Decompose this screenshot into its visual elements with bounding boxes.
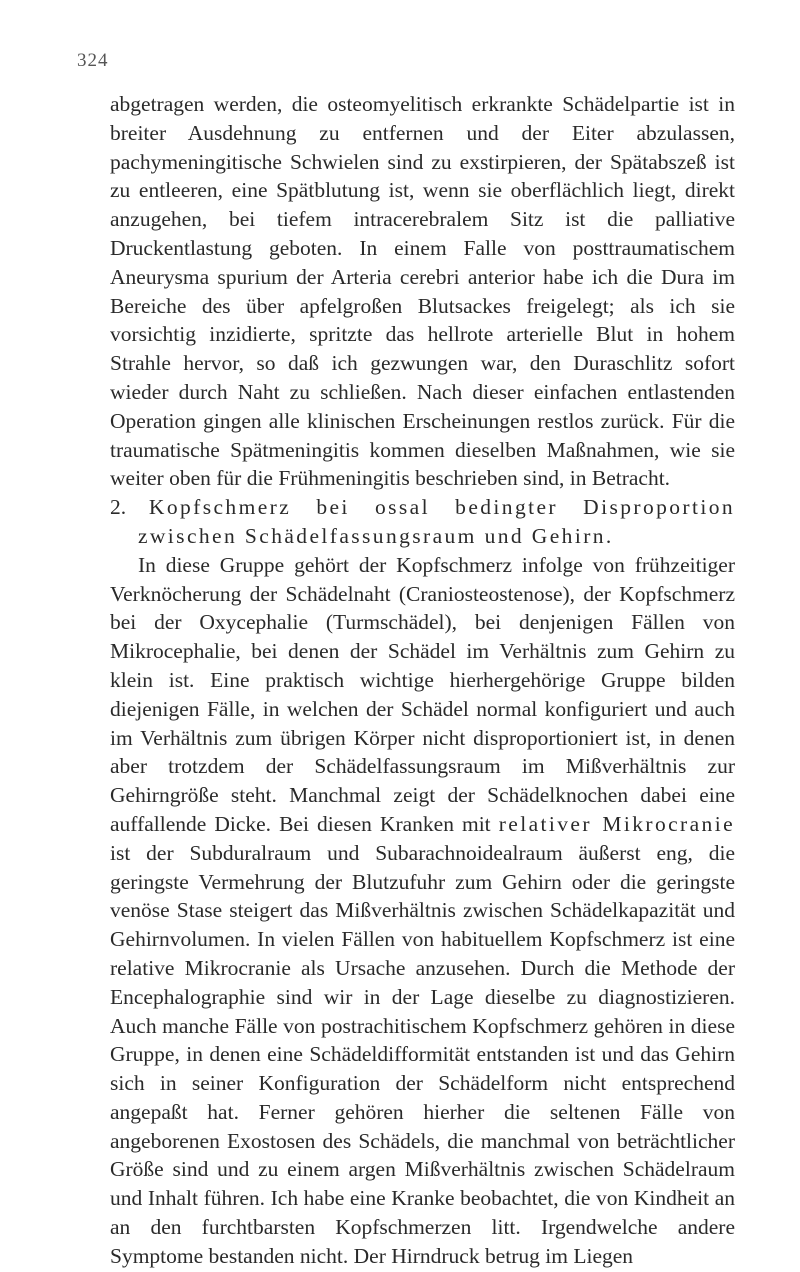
section-number: 2. — [110, 495, 127, 520]
body-text — [110, 90, 735, 1271]
page-number: 324 — [77, 50, 109, 71]
paragraph-text-part-2: ist der Subduralraum und Subarachnoidealraum äußerst eng, die geringste Vermehrung der Blutzufuhr zum Gehirn oder die geringste venöse Stase steigert das Mißverhältnis zwischen Schädelkapazität und Gehirnvolumen. In vielen Fällen von habituellem Kopfschmerz ist eine relative Mikrocranie als Ursache anzusehen. Durch die Methode der Encephalographie sind wir in der Lage dieselbe zu diagnostizieren. Auch manche Fälle von postrachitischem Kopfschmerz gehören in diese Gruppe, in denen eine Schädeldifformität entstanden ist und das Gehirn sich in seiner Konfiguration der Schädelform nicht entsprechend angepaßt hat. Ferner gehören hierher die seltenen Fälle von angeborenen Exostosen des Schädels, die manchmal von beträchtlicher Größe sind und zu einem argen Mißverhältnis zwischen Schädelraum und Inhalt führen. Ich habe eine Kranke beobachtet, die von Kindheit an an den furchtbarsten Kopfschmerzen litt. Irgendwelche andere Symptome bestanden nicht. Der Hirndruck betrug im Liegen — [110, 840, 735, 1268]
section-heading — [110, 493, 735, 551]
emphasized-term: relativer Mikrocranie — [498, 811, 736, 836]
paragraph-continued: abgetragen werden, die osteomyelitisch erkrankte Schädelpartie ist in breiter Ausdehnung zu entfernen und der Eiter abzulassen, pachymeningitische Schwielen sind zu exstirpieren, der Spätabszeß ist zu entleeren, eine Spätblutung ist, wenn sie oberflächlich liegt, direkt anzugehen, bei tiefem intracerebralem Sitz ist die palliative Druckentlastung geboten. In einem Falle von posttraumatischem Aneurysma spurium der Arteria cerebri anterior habe ich die Dura im Bereiche des über apfelgroßen Blutsackes freigelegt; als ich sie vorsichtig inzidierte, spritzte das hellrote arterielle Blut in hohem Strahle hervor, so daß ich gezwungen war, den Duraschlitz sofort wieder durch Naht zu schließen. Nach dieser einfachen entlastenden Operation gingen alle klinischen Erscheinungen restlos zurück. Für die traumatische Spätmeningitis kommen dieselben Maßnahmen, wie sie weiter oben für die Frühmeningitis beschrieben sind, in Betracht. — [110, 92, 735, 491]
section-title: Kopfschmerz bei ossal bedingter Disproportion zwischen Schädelfassungsraum und Gehirn. — [137, 495, 736, 548]
paragraph-text-part-1: In diese Gruppe gehört der Kopfschmerz infolge von frühzeitiger Verknöcherung der Schädelnaht (Craniosteostenose), der Kopfschmerz bei der Oxycephalie (Turmschädel), bei denjenigen Fällen von Mikrocephalie, bei denen der Schädel im Verhältnis zum Gehirn zu klein ist. Eine praktisch wichtige hierhergehörige Gruppe bilden diejenigen Fälle, in welchen der Schädel normal konfiguriert und auch im Verhältnis zum übrigen Körper nicht disproportioniert ist, in denen aber trotzdem der Schädelfassungsraum im Mißverhältnis zur Gehirngröße steht. Manchmal zeigt der Schädelknochen dabei eine auffallende Dicke. Bei diesen Kranken mit — [110, 552, 735, 836]
paragraph-relative-microcrania — [110, 551, 735, 1271]
